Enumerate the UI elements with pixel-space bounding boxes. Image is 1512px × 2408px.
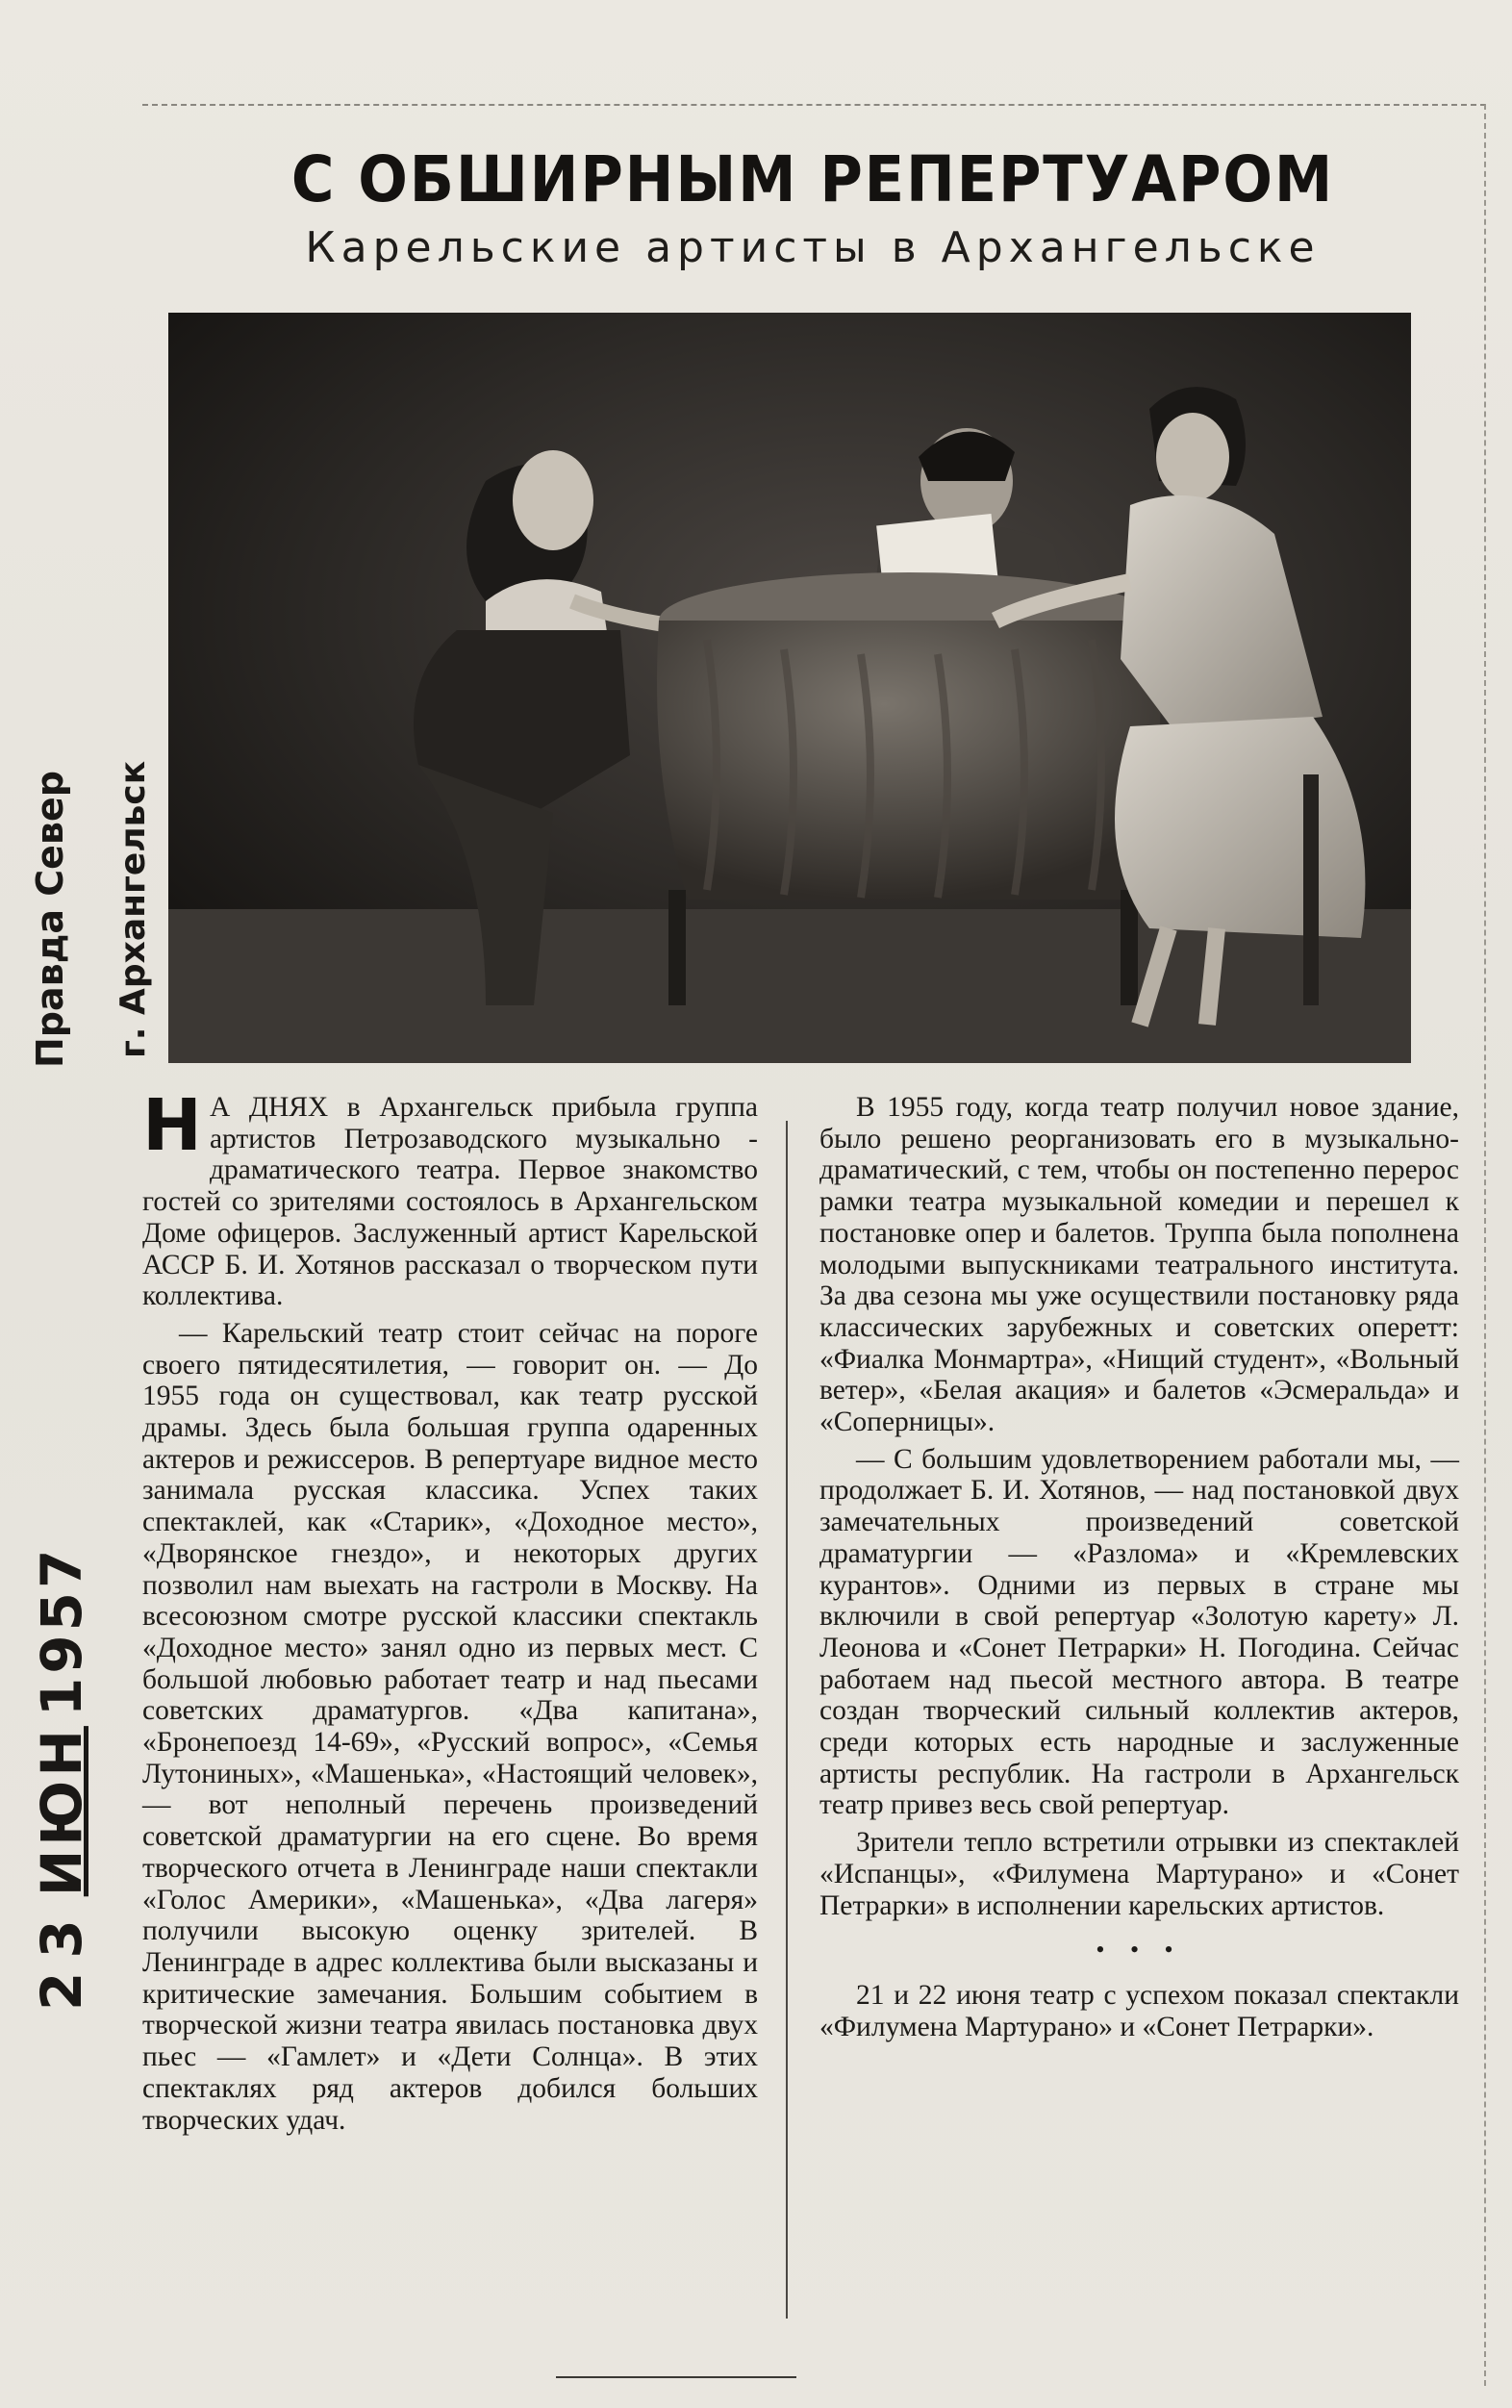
date-stamp-month: ИЮН bbox=[29, 1726, 94, 1897]
drop-cap: Н bbox=[142, 1084, 202, 1167]
photo-image bbox=[168, 313, 1411, 1063]
article-paragraph: В 1955 году, когда театр получил новое здание, было решено реорганизовать его в музыкально-драматический, с тем, чтобы он постепенно перерос рамки театра музыкальной комедии и перешел к постановке опер и балетов. Труппа была пополнена молодыми выпускниками театрального института. За два сезона мы уже осуществили постановку ряда классических зарубежных и советских оперетт: «Фиалка Монмартра», «Нищий студент», «Вольный ветер», «Белая акация» и балетов «Эсмеральда» и «Соперницы». bbox=[819, 1092, 1459, 1438]
city-stamp: г. Архангельск bbox=[113, 760, 153, 1058]
article-right-column bbox=[819, 1092, 1459, 2042]
article-paragraph: Зрители тепло встретили отрывки из спектаклей «Испанцы», «Филумена Мартурано» и «Сонет Петрарки» в исполнении карельских артистов. bbox=[819, 1827, 1459, 1921]
source-stamp bbox=[29, 943, 67, 1068]
article-headline: С ОБШИРНЫМ РЕПЕРТУАРОМ bbox=[290, 142, 1335, 216]
paragraph-text: А ДНЯХ в Архангельск прибыла группа артистов Петрозаводского музыкально - драматического театра. Первое знакомство гостей со зрителями состоялось в Архангельском Доме офицеров. Заслуженный артист Карельской АССР Б. И. Хотянов рассказал о творческом пути коллектива. bbox=[142, 1092, 758, 1312]
article-paragraph: — С большим удовлетворением работали мы, — продолжает Б. И. Хотянов, — над постановкой двух замечательных произведений советской драматургии — «Разлома» и «Кремлевских курантов». Одними из первых в стране мы включили в свой репертуар «Золотую карету» Л. Леонова и «Сонет Петрарки» Н. Погодина. Сейчас работаем над пьесой местного автора. В театре создан творческий сильный коллектив актеров, среди которых есть народные и заслуженные артисты республик. На гастроли в Архангельск театр привез весь свой репертуар. bbox=[819, 1443, 1459, 1821]
column-divider bbox=[786, 1121, 788, 2319]
article-paragraph: — Карельский театр стоит сейчас на пороге своего пятидесятилетия, — говорит он. — До 1955 года он существовал, как театр русской драмы. Здесь была большая группа одаренных актеров и режиссеров. В репертуаре видное место занимала русская классика. Успех таких спектаклей, как «Старик», «Доходное место», «Дворянское гнездо», и некоторых других позволил нам выехать на гастроли в Москву. На всесоюзном смотре русской классики спектакль «Доходное место» занял одно из первых мест. С большой любовью работает театр и над пьесами советских драматургов. «Два капитана», «Бронепоезд 14-69», «Русский вопрос», «Семья Лутониных», «Машенька», «Настоящий человек», — вот неполный перечень произведений советской драматургии на его сцене. Во время творческого отчета в Ленинграде наши спектакли «Голос Америки», «Машенька», «Два лагеря» получили высокую оценку зрителей. В Ленинграде в адрес коллектива были высказаны и критические замечания. Большим событием в творческой жизни театра явилась постановка двух пьес — «Гамлет» и «Дети Солнца». В этих спектаклях ряд актеров добился больших творческих удач. bbox=[142, 1317, 758, 2136]
bottom-rule bbox=[556, 2376, 796, 2378]
section-separator: • • • bbox=[1096, 1936, 1183, 1964]
date-stamp-day: 23 bbox=[29, 1906, 94, 2011]
date-stamp bbox=[29, 1546, 94, 2011]
article-subheadline: Карельские артисты в Архангельске bbox=[305, 223, 1321, 272]
date-stamp-year: 1957 bbox=[29, 1545, 94, 1717]
theatre-scene-photo bbox=[168, 313, 1411, 1063]
article-paragraph: 21 и 22 июня театр с успехом показал спектакли «Филумена Мартурано» и «Сонет Петрарки». bbox=[819, 1979, 1459, 2042]
article-paragraph bbox=[142, 1084, 758, 1312]
article-left-column bbox=[142, 1084, 758, 2136]
